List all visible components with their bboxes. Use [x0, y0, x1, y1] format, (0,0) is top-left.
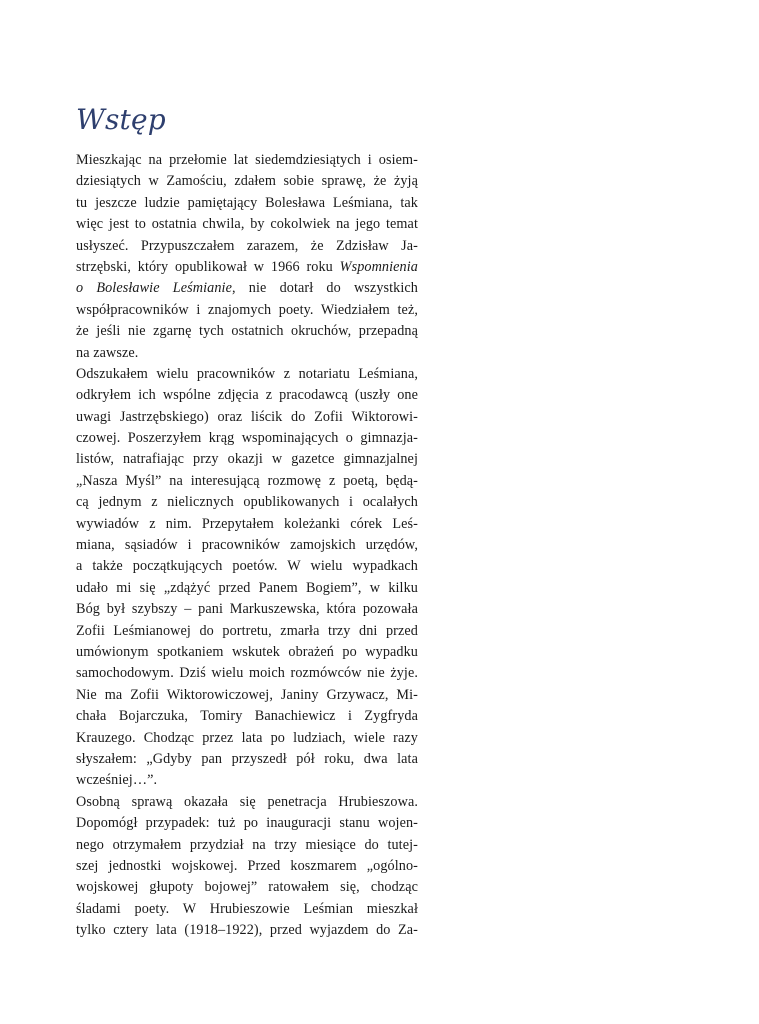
line-text: więc jest to ostatnia chwila, by cokolwiek na jego temat	[76, 216, 418, 233]
line-text: a także początkujących poetów. W wielu wypadkach	[76, 558, 418, 575]
line-text: współpracowników i znajomych poety. Wiedziałem też,	[76, 301, 418, 318]
text-line	[76, 621, 418, 642]
page-title: Wstęp	[76, 103, 166, 136]
text-line	[76, 835, 418, 856]
text-line	[76, 193, 418, 214]
line-text: dziesiątych w Zamościu, zdałem sobie sprawę, że żyją	[76, 173, 418, 190]
line-text: , nie dotarł do wszystkich	[231, 280, 418, 297]
text-line	[76, 321, 418, 342]
text-line	[76, 792, 418, 813]
text-line	[76, 877, 418, 898]
paragraph	[76, 792, 418, 942]
text-line	[76, 749, 418, 770]
line-text: Nie ma Zofii Wiktorowiczowej, Janiny Grzywacz, Mi-	[76, 686, 418, 703]
line-text: cą jednym z nielicznych opublikowanych i ocalałych	[76, 494, 418, 511]
text-line	[76, 578, 418, 599]
text-line	[76, 236, 418, 257]
text-line	[76, 556, 418, 577]
paragraph	[76, 364, 418, 792]
line-text: odkryłem ich wspólne zdjęcia z pracodawcą (uszły one	[76, 387, 418, 404]
text-line	[76, 706, 418, 727]
line-text: uwagi Jastrzębskiego) oraz liścik do Zofii Wiktorowi-	[76, 408, 418, 425]
line-text: Krauzego. Chodząc przez lata po ludziach, wiele razy	[76, 729, 418, 746]
text-line	[76, 642, 418, 663]
line-text: udało mi się „zdążyć przed Panem Bogiem”, w kilku	[76, 579, 418, 596]
text-line	[76, 663, 418, 684]
line-text: Dopomógł przypadek: tuż po inauguracji stanu wojen-	[76, 815, 418, 832]
text-line	[76, 300, 418, 321]
line-text: listów, natrafiając przy okazji w gazetce gimnazjalnej	[76, 451, 418, 468]
text-line	[76, 728, 418, 749]
line-text: Mieszkając na przełomie lat siedemdziesiątych i osiem-	[76, 152, 418, 168]
line-text: wojskowej głupoty bojowej” ratowałem się, chodząc	[76, 879, 418, 896]
italic-title: o Bolesławie Leśmianie	[76, 280, 232, 297]
text-line	[76, 920, 418, 941]
line-text: czowej. Poszerzyłem krąg wspominających o gimnazja-	[76, 430, 418, 447]
line-text: „Nasza Myśl” na interesującą rozmowę z poetą, będą-	[76, 472, 418, 489]
line-text: śladami poety. W Hrubieszowie Leśmian mieszkał	[76, 900, 418, 917]
text-line	[76, 150, 418, 171]
text-line	[76, 214, 418, 235]
line-text: chała Bojarczuka, Tomiry Banachiewicz i Zygfryda	[76, 708, 418, 725]
text-line	[76, 428, 418, 449]
line-text: umówionym spotkaniem wskutek obrażeń po wypadku	[76, 643, 418, 660]
text-line	[76, 171, 418, 192]
text-line	[76, 514, 418, 535]
text-line	[76, 471, 418, 492]
text-line	[76, 364, 418, 385]
text-line	[76, 856, 418, 877]
text-line	[76, 899, 418, 920]
line-text: wywiadów z nim. Przepytałem koleżanki córek Leś-	[76, 515, 418, 532]
paragraph	[76, 150, 418, 364]
line-text: samochodowym. Dziś wielu moich rozmówców nie żyje.	[76, 665, 418, 682]
text-line	[76, 385, 418, 406]
line-text: Bóg był szybszy – pani Markuszewska, która pozowała	[76, 601, 418, 618]
line-text: Osobną sprawą okazała się penetracja Hrubieszowa.	[76, 793, 418, 810]
line-text: nego otrzymałem przydział na trzy miesiące do tutej-	[76, 836, 418, 853]
line-text: szej jednostki wojskowej. Przed koszmarem „ogólno-	[76, 857, 418, 874]
text-line	[76, 278, 418, 299]
text-line	[76, 257, 418, 278]
text-line	[76, 685, 418, 706]
line-text: na zawsze.	[76, 344, 139, 361]
line-text: słyszałem: „Gdyby pan przyszedł pół roku, dwa lata	[76, 750, 418, 767]
line-text: strzębski, który opublikował w 1966 roku	[76, 258, 340, 275]
text-line	[76, 343, 418, 364]
text-line	[76, 449, 418, 470]
line-text: usłyszeć. Przypuszczałem zarazem, że Zdzisław Ja-	[76, 237, 418, 254]
line-text: Zofii Leśmianowej do portretu, zmarła trzy dni przed	[76, 622, 418, 639]
line-text: tylko cztery lata (1918–1922), przed wyjazdem do Za-	[76, 922, 418, 939]
line-text: że jeśli nie zgarnę tych ostatnich okruchów, przepadną	[76, 323, 418, 340]
text-line	[76, 407, 418, 428]
line-text: wcześniej…”.	[76, 772, 158, 789]
text-line	[76, 770, 418, 791]
text-line	[76, 813, 418, 834]
body-text	[76, 150, 418, 941]
italic-title: Wspomnienia	[339, 258, 418, 275]
line-text: Odszukałem wielu pracowników z notariatu Leśmiana,	[76, 365, 418, 382]
text-line	[76, 599, 418, 620]
line-text: miana, sąsiadów i pracowników zamojskich urzędów,	[76, 537, 418, 554]
line-text: tu jeszcze ludzie pamiętający Bolesława Leśmiana, tak	[76, 194, 418, 211]
text-line	[76, 535, 418, 556]
text-line	[76, 492, 418, 513]
